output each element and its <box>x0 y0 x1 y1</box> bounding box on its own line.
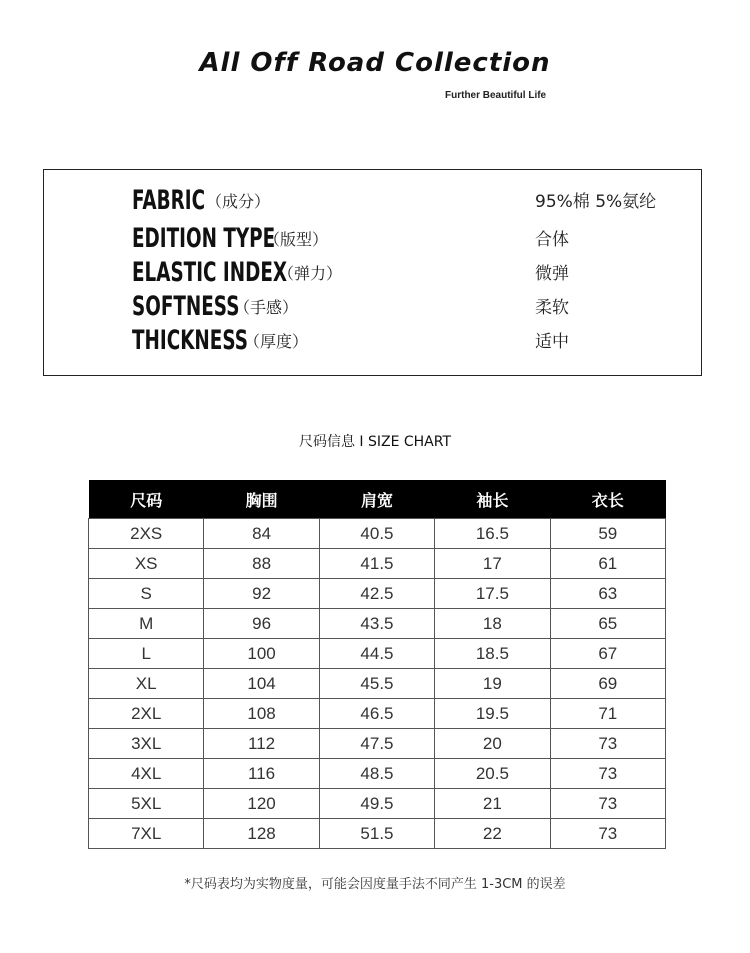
table-cell: M <box>89 609 204 639</box>
table-cell: 73 <box>550 819 665 849</box>
table-cell: 43.5 <box>319 609 434 639</box>
fabric-info-box <box>43 169 702 376</box>
table-cell: 20.5 <box>435 759 550 789</box>
spec-label-cn: （厚度） <box>244 332 309 351</box>
table-cell: 59 <box>550 519 665 549</box>
table-cell: 67 <box>550 639 665 669</box>
table-cell: 73 <box>550 729 665 759</box>
spec-row-thickness <box>132 324 692 358</box>
spec-label-en: THICKNESS <box>132 325 248 356</box>
column-header: 衣长 <box>550 480 665 519</box>
column-header: 袖长 <box>435 480 550 519</box>
brand-title: All Off Road Collection <box>199 48 551 78</box>
spec-label-cn: （手感） <box>234 298 299 317</box>
table-row <box>89 789 666 819</box>
size-chart-table <box>88 480 666 849</box>
table-row <box>89 819 666 849</box>
table-cell: 17 <box>435 549 550 579</box>
table-cell: 63 <box>550 579 665 609</box>
brand-subtitle: Further Beautiful Life <box>445 90 547 101</box>
table-cell: 71 <box>550 699 665 729</box>
table-cell: 40.5 <box>319 519 434 549</box>
table-cell: 92 <box>204 579 319 609</box>
table-cell: 45.5 <box>319 669 434 699</box>
table-cell: 46.5 <box>319 699 434 729</box>
column-header: 胸围 <box>204 480 319 519</box>
table-row <box>89 699 666 729</box>
table-row <box>89 639 666 669</box>
table-cell: 20 <box>435 729 550 759</box>
table-cell: L <box>89 639 204 669</box>
spec-label-en: ELASTIC INDEX <box>132 257 288 288</box>
spec-label-en: SOFTNESS <box>132 291 240 322</box>
table-cell: 44.5 <box>319 639 434 669</box>
table-cell: 2XS <box>89 519 204 549</box>
table-cell: 128 <box>204 819 319 849</box>
table-cell: 41.5 <box>319 549 434 579</box>
table-row <box>89 729 666 759</box>
spec-value: 适中 <box>535 332 569 352</box>
table-cell: 19 <box>435 669 550 699</box>
table-cell: 116 <box>204 759 319 789</box>
table-cell: 18 <box>435 609 550 639</box>
spec-row-edition-type <box>132 222 692 256</box>
spec-label-cn: （成分） <box>206 192 271 211</box>
table-cell: XS <box>89 549 204 579</box>
measurement-footnote: *尺码表均为实物度量，可能会因度量手法不同产生 1-3CM 的误差 <box>184 877 566 892</box>
table-cell: 21 <box>435 789 550 819</box>
table-cell: 120 <box>204 789 319 819</box>
table-cell: 17.5 <box>435 579 550 609</box>
column-header: 尺码 <box>89 480 204 519</box>
table-cell: XL <box>89 669 204 699</box>
table-cell: 18.5 <box>435 639 550 669</box>
spec-value: 柔软 <box>535 298 569 318</box>
table-row <box>89 759 666 789</box>
table-cell: 69 <box>550 669 665 699</box>
table-cell: 65 <box>550 609 665 639</box>
table-cell: 51.5 <box>319 819 434 849</box>
table-cell: 84 <box>204 519 319 549</box>
table-cell: 108 <box>204 699 319 729</box>
table-header-row <box>89 480 666 519</box>
size-chart-body <box>89 519 666 849</box>
table-cell: 7XL <box>89 819 204 849</box>
spec-label-en: EDITION TYPE <box>132 223 276 254</box>
table-cell: 88 <box>204 549 319 579</box>
spec-value: 合体 <box>535 230 569 250</box>
table-cell: S <box>89 579 204 609</box>
spec-label-cn: （弹力） <box>278 264 343 283</box>
table-row <box>89 669 666 699</box>
spec-label-en: FABRIC <box>132 185 206 216</box>
spec-row-softness <box>132 290 692 324</box>
table-cell: 3XL <box>89 729 204 759</box>
spec-label-cn: （版型） <box>264 230 329 249</box>
spec-row-elastic-index <box>132 256 692 290</box>
table-cell: 48.5 <box>319 759 434 789</box>
table-cell: 96 <box>204 609 319 639</box>
column-header: 肩宽 <box>319 480 434 519</box>
table-cell: 2XL <box>89 699 204 729</box>
table-cell: 5XL <box>89 789 204 819</box>
table-cell: 16.5 <box>435 519 550 549</box>
table-row <box>89 579 666 609</box>
table-cell: 19.5 <box>435 699 550 729</box>
spec-value: 微弹 <box>535 264 569 284</box>
spec-row-fabric <box>132 184 692 218</box>
table-cell: 73 <box>550 759 665 789</box>
table-row <box>89 519 666 549</box>
table-cell: 49.5 <box>319 789 434 819</box>
table-cell: 112 <box>204 729 319 759</box>
size-chart-heading: 尺码信息 I SIZE CHART <box>298 434 452 450</box>
table-row <box>89 609 666 639</box>
table-cell: 100 <box>204 639 319 669</box>
spec-value: 95%棉 5%氨纶 <box>535 192 657 212</box>
table-cell: 61 <box>550 549 665 579</box>
table-cell: 22 <box>435 819 550 849</box>
table-cell: 4XL <box>89 759 204 789</box>
table-cell: 42.5 <box>319 579 434 609</box>
table-cell: 104 <box>204 669 319 699</box>
table-row <box>89 549 666 579</box>
table-cell: 73 <box>550 789 665 819</box>
table-cell: 47.5 <box>319 729 434 759</box>
